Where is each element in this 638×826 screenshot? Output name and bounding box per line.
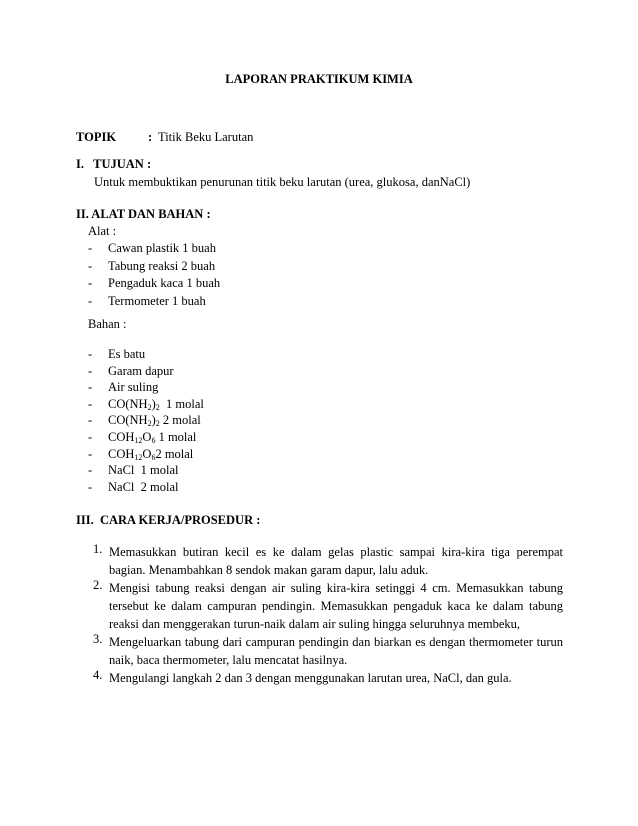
formula-part: 2 molal <box>155 446 194 461</box>
formula-part: CO(NH <box>108 413 148 428</box>
formula-part: ) <box>151 413 156 428</box>
formula-sub: 6 <box>151 435 156 445</box>
formula-sub: 2 <box>155 419 160 429</box>
list-item <box>88 398 204 415</box>
alat-item: Tabung reaksi 2 buah <box>108 258 216 273</box>
prosedur-heading: III. CARA KERJA/PROSEDUR : <box>76 513 261 527</box>
formula-part: COH <box>108 429 135 444</box>
list-item <box>88 242 220 260</box>
list-dash: - <box>88 276 93 290</box>
bahan-item: NaCl 2 molal <box>108 479 179 494</box>
list-dash: - <box>88 396 93 411</box>
formula-sub: 12 <box>134 452 143 462</box>
list-item <box>88 464 204 481</box>
bahan-item <box>108 414 201 431</box>
step-text: Mengeluarkan tabung dari campuran pendingin dan biarkan es dengan thermometer turun naik, baca thermometer, lalu mencatat hasilnya. <box>109 635 563 667</box>
alat-label: Alat : <box>88 224 117 238</box>
alat-bahan-heading: II. ALAT DAN BAHAN : <box>76 207 211 221</box>
formula-sub: 2 <box>147 402 152 412</box>
bahan-item <box>108 448 193 465</box>
alat-list <box>88 242 220 312</box>
bahan-item: Garam dapur <box>108 363 174 378</box>
list-dash: - <box>88 293 93 308</box>
alat-item: Cawan plastik 1 buah <box>108 241 216 255</box>
document-title: LAPORAN PRAKTIKUM KIMIA <box>225 72 413 86</box>
list-item <box>88 348 204 365</box>
step-number: 1. <box>93 542 103 556</box>
bahan-label: Bahan : <box>88 317 127 331</box>
list-dash: - <box>88 429 93 444</box>
list-item <box>88 481 204 498</box>
step-item <box>93 579 563 633</box>
list-item <box>88 260 220 278</box>
list-dash: - <box>88 479 93 494</box>
alat-item: Termometer 1 buah <box>108 293 206 308</box>
topik-value: Titik Beku Larutan <box>158 130 254 144</box>
formula-part: CO(NH <box>108 396 148 411</box>
step-number: 2. <box>93 578 103 592</box>
bahan-item: Es batu <box>108 347 146 361</box>
formula-part: ) <box>151 396 156 411</box>
formula-sub: 2 <box>147 419 152 429</box>
bahan-list <box>88 348 204 497</box>
step-item <box>93 669 563 687</box>
list-item <box>88 381 204 398</box>
step-item <box>93 543 563 579</box>
formula-part: 1 molal <box>159 396 204 411</box>
list-dash: - <box>88 241 93 255</box>
bahan-item: NaCl 1 molal <box>108 463 179 478</box>
prosedur-steps <box>93 543 563 687</box>
step-item <box>93 633 563 669</box>
formula-sub: 2 <box>155 402 160 412</box>
formula-part: O <box>142 429 152 444</box>
bahan-item <box>108 398 204 415</box>
formula-part: 1 molal <box>155 429 197 444</box>
formula-part: 2 molal <box>159 413 201 428</box>
list-dash: - <box>88 347 93 361</box>
tujuan-heading: I. TUJUAN : <box>76 157 152 171</box>
formula-part: O <box>142 446 152 461</box>
list-dash: - <box>88 363 93 378</box>
step-number: 3. <box>93 632 103 646</box>
list-dash: - <box>88 413 93 428</box>
bahan-item <box>108 431 196 448</box>
alat-item: Pengaduk kaca 1 buah <box>108 276 221 290</box>
list-item <box>88 277 220 295</box>
formula-sub: 6 <box>151 452 156 462</box>
step-text: Mengisi tabung reaksi dengan air suling kira-kira setinggi 4 cm. Memasukkan tabung tersebut ke dalam campuran pendingin. Memasukkan pengaduk kaca ke dalam tabung reaksi dan menggerakan turun-naik dalam air suling hingga seluruhnya membeku, <box>109 581 563 631</box>
list-item <box>88 414 204 431</box>
bahan-item: Air suling <box>108 380 159 395</box>
topik-label: TOPIK <box>76 130 117 144</box>
list-dash: - <box>88 463 93 478</box>
list-item <box>88 365 204 382</box>
formula-part: COH <box>108 446 135 461</box>
tujuan-text: Untuk membuktikan penurunan titik beku larutan (urea, glukosa, danNaCl) <box>94 175 471 189</box>
step-text: Memasukkan butiran kecil es ke dalam gelas plastic sampai kira-kira tiga perempat bagian. Menambahkan 8 sendok makan garam dapur, lalu aduk. <box>109 545 563 577</box>
step-text: Mengulangi langkah 2 dan 3 dengan menggunakan larutan urea, NaCl, dan gula. <box>109 671 512 685</box>
formula-sub: 12 <box>134 435 143 445</box>
list-dash: - <box>88 258 93 273</box>
topik-colon: : <box>148 130 153 144</box>
list-item <box>88 295 220 313</box>
list-dash: - <box>88 446 93 461</box>
list-item <box>88 448 204 465</box>
list-item <box>88 431 204 448</box>
step-number: 4. <box>93 668 103 682</box>
list-dash: - <box>88 380 93 395</box>
